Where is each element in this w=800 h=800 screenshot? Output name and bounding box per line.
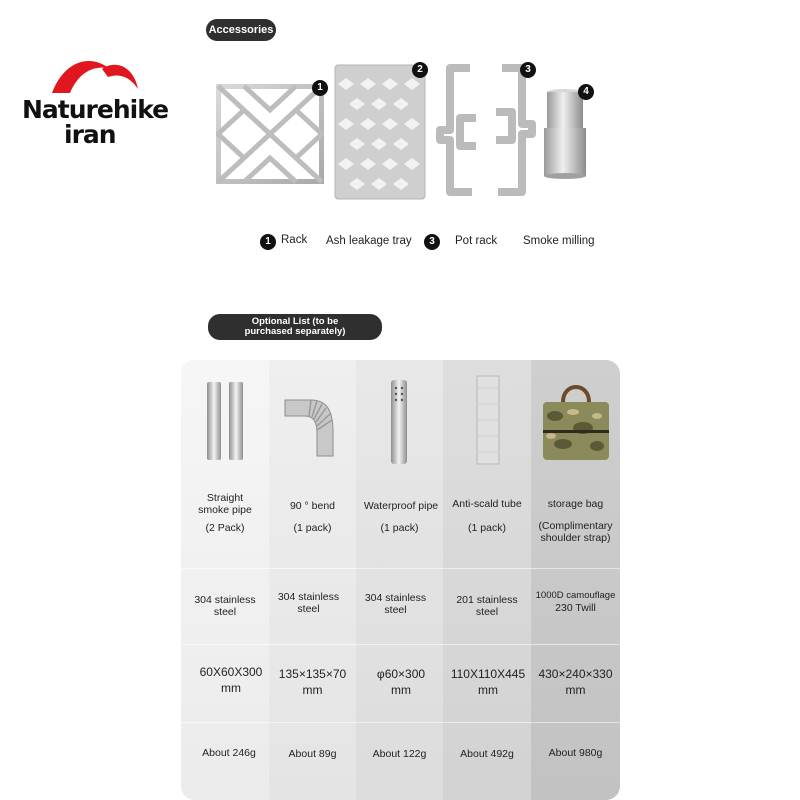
label-ash-leakage-tray: Ash leakage tray (326, 235, 412, 247)
label-pot-rack: Pot rack (455, 235, 498, 247)
size-line: mm (565, 683, 586, 697)
qty-line: (Complimentary (538, 520, 613, 532)
material-line: 1000D camouflage (535, 590, 616, 601)
product-material-4 (443, 594, 531, 618)
product-weight-2: About 89g (288, 748, 337, 760)
size-line: 135×135×70 (278, 667, 347, 681)
row-divider (181, 568, 620, 569)
material-line: 304 stainless (277, 591, 340, 603)
smoke-milling-image (542, 88, 588, 185)
product-name-line: smoke pipe (198, 504, 252, 516)
rack-number-badge: 1 (312, 80, 328, 96)
smoke-milling-number-badge: 4 (578, 84, 594, 100)
material-line: steel (475, 606, 499, 618)
product-name-5: storage bag (547, 498, 604, 510)
product-qty-1: (2 Pack) (205, 522, 245, 534)
product-qty-5 (531, 520, 620, 544)
material-line: 304 stainless (194, 594, 256, 606)
optional-badge-line1: Optional List (to be (251, 316, 339, 327)
product-material-5 (531, 590, 620, 614)
optional-products-table (181, 360, 620, 800)
label-number-3: 3 (424, 234, 440, 250)
material-line: steel (213, 606, 237, 618)
product-name-2: 90 ° bend (289, 500, 336, 512)
size-line: φ60×300 (376, 667, 426, 681)
product-size-3 (356, 666, 446, 698)
optional-list-badge (208, 314, 382, 340)
logo-brand-text: Naturehike (22, 95, 169, 124)
product-size-2 (269, 666, 356, 698)
label-number-1: 1 (260, 234, 276, 250)
product-qty-4: (1 pack) (468, 522, 506, 534)
pot-rack-number-badge: 3 (520, 62, 536, 78)
anti-scald-tube-image (475, 374, 501, 466)
rack-image (216, 84, 324, 189)
product-weight-1: About 246g (202, 747, 256, 759)
material-line: 201 stainless (456, 594, 518, 606)
product-weight-3: About 122g (372, 748, 427, 760)
size-line: 430×240×330 (538, 667, 613, 681)
material-line: 230 Twill (555, 602, 596, 614)
material-line: steel (384, 604, 407, 616)
size-line: mm (221, 681, 241, 695)
product-qty-2: (1 pack) (293, 522, 332, 534)
size-line: mm (302, 683, 323, 697)
ash-tray-number-badge: 2 (412, 62, 428, 78)
accessory-labels (0, 232, 800, 252)
product-name-3: Waterproof pipe (363, 500, 439, 512)
product-name-4: Anti-scald tube (452, 498, 522, 510)
qty-line: shoulder strap) (540, 532, 611, 544)
ash-tray-image (334, 64, 426, 205)
logo-sub-text: iran (64, 120, 116, 149)
bend-pipe-image (281, 388, 351, 460)
label-smoke-milling: Smoke milling (523, 235, 595, 247)
storage-bag-image (539, 380, 613, 464)
product-name-1 (181, 492, 269, 516)
size-line: 60X60X300 (199, 665, 263, 679)
size-line: 110X110X445 (450, 667, 526, 681)
size-line: mm (478, 683, 498, 697)
material-line: steel (297, 603, 320, 615)
row-divider (181, 722, 620, 723)
label-rack: Rack (281, 234, 308, 246)
product-material-2 (265, 591, 352, 615)
straight-pipe-image (203, 380, 247, 462)
product-qty-3: (1 pack) (380, 522, 419, 534)
product-name-line: Straight (206, 492, 244, 504)
material-line: 304 stainless (364, 592, 427, 604)
product-size-4 (443, 666, 533, 698)
pot-rack-image (436, 64, 536, 201)
product-size-5 (531, 666, 620, 698)
logo-arc-icon (50, 55, 140, 95)
optional-badge-line2: purchased separately) (244, 326, 346, 337)
product-weight-5: About 980g (548, 747, 603, 759)
row-divider (181, 644, 620, 645)
accessories-badge: Accessories (206, 19, 276, 41)
product-weight-4: About 492g (460, 748, 514, 760)
waterproof-pipe-image (387, 378, 411, 466)
product-material-3 (352, 592, 439, 616)
product-material-1 (181, 594, 269, 618)
size-line: mm (391, 683, 411, 697)
product-size-1 (181, 664, 281, 696)
brand-logo (22, 55, 172, 150)
